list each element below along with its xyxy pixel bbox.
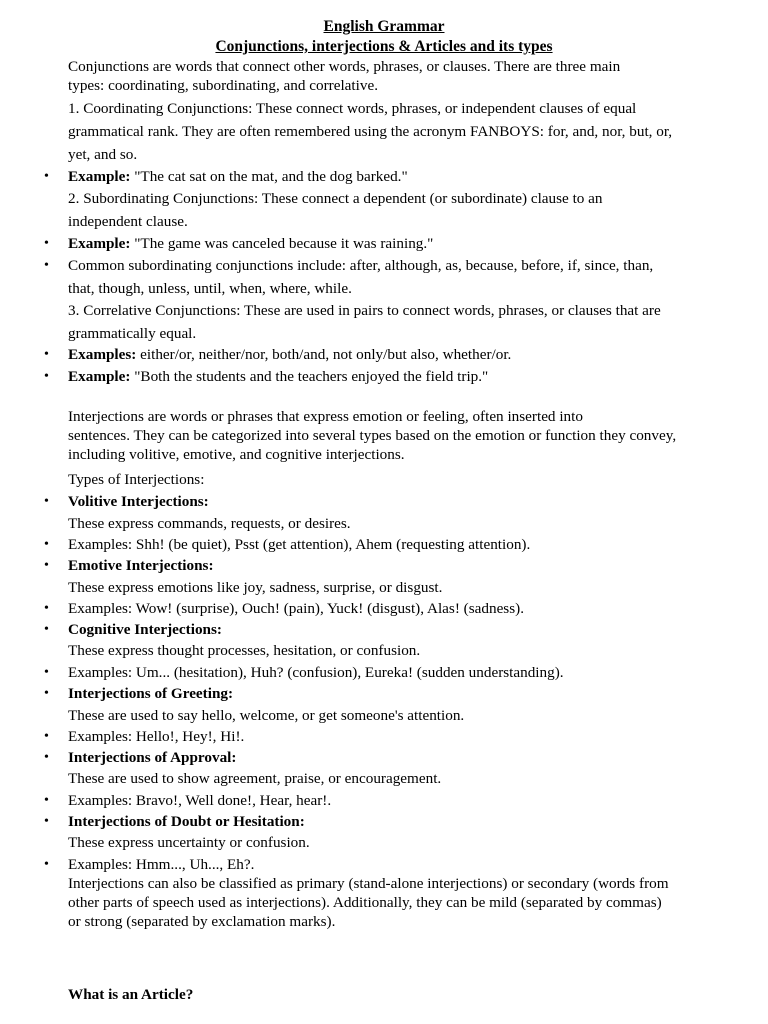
text-line: or strong (separated by exclamation marks). — [68, 913, 336, 930]
bullet-marker: • — [44, 750, 49, 765]
example-text: either/or, neither/nor, both/and, not only/but also, whether/or. — [136, 346, 512, 363]
bullet-marker: • — [44, 814, 49, 829]
type-heading — [68, 492, 738, 511]
type-heading — [68, 748, 738, 767]
example-label: Examples: — [68, 346, 137, 363]
type-heading — [68, 556, 738, 575]
type-heading — [68, 684, 738, 703]
type-heading-text: Volitive Interjections: — [68, 493, 209, 510]
example-text: "The cat sat on the mat, and the dog barked." — [130, 168, 408, 185]
text-line: 2. Subordinating Conjunctions: These connect a dependent (or subordinate) clause to an — [68, 190, 603, 207]
type-description: These are used to say hello, welcome, or get someone's attention. — [68, 707, 465, 724]
text-line: grammatical rank. They are often remembered using the acronym FANBOYS: for, and, nor, but, or, — [68, 123, 673, 140]
bullet-marker: • — [44, 369, 49, 384]
text-line: grammatically equal. — [68, 325, 197, 342]
type-heading-text: Interjections of Greeting: — [68, 685, 234, 702]
articles-heading — [68, 985, 738, 1004]
example-label: Example: — [68, 168, 131, 185]
type-description: These express commands, requests, or desires. — [68, 515, 351, 532]
type-examples: Examples: Hmm..., Uh..., Eh?. — [68, 856, 255, 873]
example-text: "Both the students and the teachers enjoyed the field trip." — [130, 368, 489, 385]
type-examples: Examples: Wow! (surprise), Ouch! (pain), Yuck! (disgust), Alas! (sadness). — [68, 600, 524, 617]
type-description: These express thought processes, hesitation, or confusion. — [68, 642, 421, 659]
type-examples: Examples: Hello!, Hey!, Hi!. — [68, 728, 245, 745]
bullet-marker: • — [44, 622, 49, 637]
type-heading-text: Interjections of Approval: — [68, 749, 237, 766]
text-line: independent clause. — [68, 213, 188, 230]
page-title: English Grammar — [323, 18, 445, 35]
type-examples: Examples: Um... (hesitation), Huh? (confusion), Eureka! (sudden understanding). — [68, 664, 564, 681]
type-examples: Examples: Shh! (be quiet), Psst (get attention), Ahem (requesting attention). — [68, 536, 531, 553]
type-description: These express uncertainty or confusion. — [68, 834, 310, 851]
text-line: Common subordinating conjunctions include: after, although, as, because, before, if, since, than, — [68, 257, 654, 274]
text-line: that, though, unless, until, when, where, while. — [68, 280, 352, 297]
correlative-example — [68, 367, 738, 386]
text-line: types: coordinating, subordinating, and correlative. — [68, 77, 378, 94]
type-examples: Examples: Bravo!, Well done!, Hear, hear!. — [68, 792, 332, 809]
subordinating-paragraph — [68, 187, 738, 233]
correlative-paragraph — [68, 299, 738, 345]
bullet-marker: • — [44, 347, 49, 362]
text-line: sentences. They can be categorized into several types based on the emotion or function they convey, — [68, 427, 677, 444]
text-line: yet, and so. — [68, 146, 138, 163]
bullet-marker: • — [44, 537, 49, 552]
type-heading — [68, 620, 738, 639]
types-heading: Types of Interjections: — [68, 471, 205, 488]
text-line: other parts of speech used as interjections). Additionally, they can be mild (separated by commas) — [68, 894, 662, 911]
example-label: Example: — [68, 235, 131, 252]
subordinating-common-list — [68, 254, 738, 300]
interjections-intro — [68, 407, 738, 464]
example-text: "The game was canceled because it was raining." — [130, 235, 434, 252]
bullet-marker: • — [44, 686, 49, 701]
bullet-marker: • — [44, 169, 49, 184]
bullet-marker: • — [44, 857, 49, 872]
type-description: These express emotions like joy, sadness, surprise, or disgust. — [68, 579, 443, 596]
type-heading-text: Cognitive Interjections: — [68, 621, 222, 638]
type-description: These are used to show agreement, praise, or encouragement. — [68, 770, 442, 787]
subordinating-example — [68, 234, 738, 253]
text-line: 3. Correlative Conjunctions: These are used in pairs to connect words, phrases, or clauses that are — [68, 302, 661, 319]
text-line: including volitive, emotive, and cognitive interjections. — [68, 446, 405, 463]
example-label: Example: — [68, 368, 131, 385]
coordinating-example — [68, 167, 738, 186]
bullet-marker: • — [44, 236, 49, 251]
bullet-marker: • — [44, 558, 49, 573]
text-line: 1. Coordinating Conjunctions: These connect words, phrases, or independent clauses of equal — [68, 100, 637, 117]
conjunctions-intro — [68, 57, 738, 95]
bullet-marker: • — [44, 665, 49, 680]
bullet-marker: • — [44, 729, 49, 744]
bullet-marker: • — [44, 494, 49, 509]
bullet-marker: • — [44, 258, 49, 273]
text-line: Interjections can also be classified as primary (stand-alone interjections) or secondary (words from — [68, 875, 669, 892]
type-heading — [68, 812, 738, 831]
type-heading-text: Emotive Interjections: — [68, 557, 214, 574]
text-line: Interjections are words or phrases that express emotion or feeling, often inserted into — [68, 408, 583, 425]
interjections-closing — [68, 874, 738, 931]
coordinating-paragraph — [68, 97, 738, 166]
type-heading-text: Interjections of Doubt or Hesitation: — [68, 813, 305, 830]
page-subtitle: Conjunctions, interjections & Articles and its types — [215, 38, 553, 55]
correlative-examples — [68, 345, 738, 364]
text-line: Conjunctions are words that connect other words, phrases, or clauses. There are three main — [68, 58, 621, 75]
bullet-marker: • — [44, 601, 49, 616]
bullet-marker: • — [44, 793, 49, 808]
articles-heading-text: What is an Article? — [68, 986, 194, 1003]
